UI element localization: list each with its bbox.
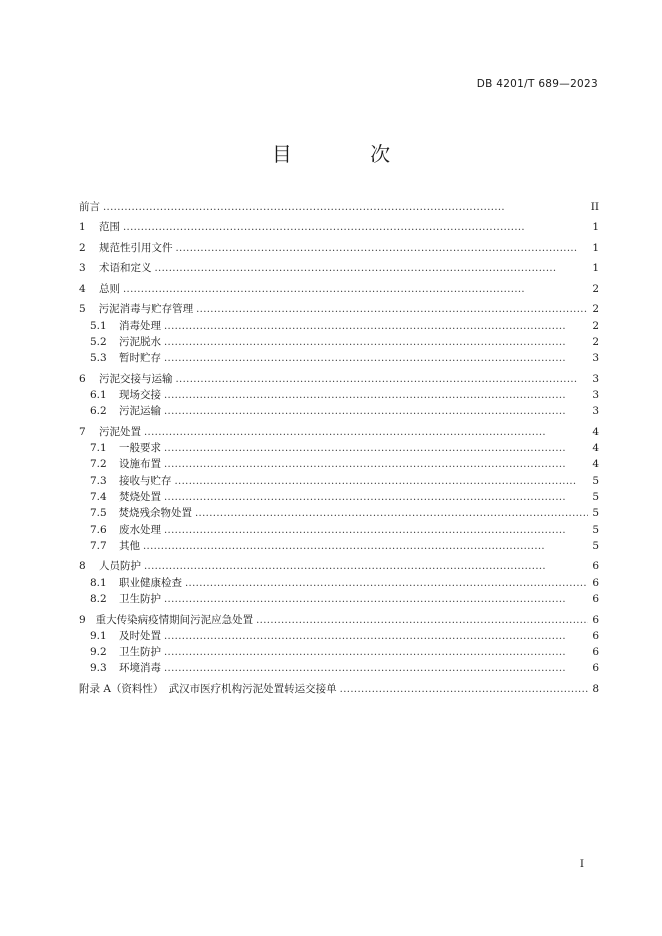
toc-entry-page: 1 <box>592 262 599 275</box>
toc-entry-number: 5.3 <box>90 352 107 365</box>
toc-entry-page: 5 <box>592 474 599 487</box>
toc-entry-page: II <box>590 201 599 213</box>
toc-entry-label: 及时处置 <box>119 629 161 642</box>
toc-entry[interactable] <box>79 660 599 676</box>
toc-entry-number: 6.2 <box>90 405 107 418</box>
table-of-contents <box>79 199 599 697</box>
toc-entry-page: 4 <box>592 425 599 438</box>
toc-entry-label: 污泥消毒与贮存管理 <box>98 303 194 316</box>
toc-entry[interactable] <box>79 440 599 456</box>
toc-entry[interactable] <box>79 456 599 472</box>
toc-entry-page: 1 <box>592 221 599 234</box>
dot-leader <box>103 200 588 216</box>
toc-entry-label: 消毒处理 <box>119 319 161 332</box>
toc-entry-label: 污泥运输 <box>119 405 161 418</box>
dot-leader <box>175 474 589 490</box>
toc-entry-number: 2 <box>79 241 86 254</box>
dot-leader <box>123 282 588 298</box>
toc-entry-number: 4 <box>79 282 86 295</box>
toc-entry-label: 附录 A（资料性） 武汉市医疗机构污泥处置转运交接单 <box>79 682 337 695</box>
toc-entry-page: 6 <box>592 662 599 675</box>
toc-entry-number: 7.5 <box>90 507 107 520</box>
toc-entry-label: 一般要求 <box>119 442 161 455</box>
toc-entry-page: 3 <box>592 389 599 402</box>
dot-leader <box>164 661 588 677</box>
toc-entry[interactable] <box>79 591 599 607</box>
toc-entry[interactable] <box>79 473 599 489</box>
toc-entry-number: 6.1 <box>90 389 107 402</box>
toc-entry-label: 污泥交接与运输 <box>99 372 173 385</box>
toc-entry[interactable] <box>79 301 599 317</box>
toc-entry[interactable] <box>79 538 599 554</box>
toc-entry[interactable] <box>79 505 599 521</box>
dot-leader <box>164 404 588 420</box>
toc-entry-page: 5 <box>592 491 599 504</box>
dot-leader <box>164 319 588 335</box>
dot-leader <box>164 645 588 661</box>
toc-entry-page: 5 <box>592 539 599 552</box>
toc-entry[interactable] <box>79 612 599 628</box>
dot-leader <box>176 241 589 257</box>
dot-leader <box>196 302 588 318</box>
toc-entry-label: 污泥处置 <box>99 425 141 438</box>
toc-entry-number: 7.1 <box>90 442 107 455</box>
dot-leader <box>164 441 588 457</box>
toc-entry-number: 9.2 <box>90 646 107 659</box>
toc-entry-number: 5 <box>79 303 86 316</box>
toc-entry-number: 5.1 <box>90 319 107 332</box>
toc-entry-number: 8.2 <box>90 593 107 606</box>
toc-entry-number: 7.6 <box>90 523 107 536</box>
dot-leader <box>164 490 588 506</box>
toc-entry-page: 1 <box>592 241 599 254</box>
dot-leader <box>164 388 588 404</box>
toc-entry-number: 5.2 <box>90 336 107 349</box>
dot-leader <box>176 372 589 388</box>
toc-entry[interactable] <box>79 260 599 276</box>
dot-leader <box>164 351 588 367</box>
toc-entry-number: 7.7 <box>90 539 107 552</box>
toc-entry-label: 接收与贮存 <box>119 474 172 487</box>
toc-entry-label: 环境消毒 <box>119 662 161 675</box>
toc-entry-page: 6 <box>592 613 599 626</box>
toc-entry-number: 7.4 <box>90 491 107 504</box>
toc-entry[interactable] <box>79 681 599 697</box>
toc-entry[interactable] <box>79 334 599 350</box>
dot-leader <box>164 335 588 351</box>
dot-leader <box>340 682 588 698</box>
toc-entry[interactable] <box>79 558 599 574</box>
toc-entry-number: 9.1 <box>90 629 107 642</box>
toc-entry-number: 8 <box>79 560 86 573</box>
toc-entry-label: 卫生防护 <box>119 593 161 606</box>
toc-entry-page: 4 <box>592 458 599 471</box>
toc-entry-label: 卫生防护 <box>119 646 161 659</box>
toc-entry-label: 总则 <box>99 282 120 295</box>
toc-entry-label: 规范性引用文件 <box>99 241 173 254</box>
toc-entry-label: 设施布置 <box>119 458 161 471</box>
toc-entry[interactable] <box>79 219 599 235</box>
toc-entry[interactable] <box>79 199 599 215</box>
toc-entry-number: 9.3 <box>90 662 107 675</box>
toc-entry-page: 6 <box>592 593 599 606</box>
toc-entry-page: 5 <box>592 507 599 520</box>
toc-entry[interactable] <box>79 489 599 505</box>
toc-entry[interactable] <box>79 522 599 538</box>
toc-entry-page: 6 <box>592 646 599 659</box>
dot-leader <box>144 559 588 575</box>
toc-entry-page: 6 <box>592 576 599 589</box>
toc-entry-page: 8 <box>592 682 599 695</box>
toc-entry-page: 4 <box>592 442 599 455</box>
toc-entry-number: 9 <box>79 613 86 626</box>
dot-leader <box>195 506 588 522</box>
toc-entry-number: 3 <box>79 262 86 275</box>
toc-entry[interactable] <box>79 281 599 297</box>
toc-entry[interactable] <box>79 424 599 440</box>
toc-entry-label: 废水处理 <box>119 523 161 536</box>
toc-entry-page: 2 <box>592 336 599 349</box>
toc-entry-number: 8.1 <box>90 576 107 589</box>
toc-entry-page: 6 <box>592 629 599 642</box>
page-number: I <box>579 858 584 870</box>
dot-leader <box>164 457 588 473</box>
toc-entry-label: 焚烧处置 <box>119 491 161 504</box>
toc-entry-label: 重大传染病疫情期间污泥应急处置 <box>95 613 254 626</box>
toc-entry-page: 2 <box>592 319 599 332</box>
toc-entry[interactable] <box>79 371 599 387</box>
toc-entry-number: 7 <box>79 425 86 438</box>
dot-leader <box>144 425 588 441</box>
document-id: DB 4201/T 689—2023 <box>476 78 598 90</box>
dot-leader <box>143 539 588 555</box>
toc-entry-number: 7.3 <box>90 474 107 487</box>
toc-entry-page: 2 <box>592 282 599 295</box>
toc-entry-page: 6 <box>592 560 599 573</box>
toc-entry[interactable] <box>79 318 599 334</box>
toc-entry[interactable] <box>79 644 599 660</box>
toc-entry-number: 7.2 <box>90 458 107 471</box>
dot-leader <box>123 220 588 236</box>
dot-leader <box>164 523 588 539</box>
toc-entry-page: 3 <box>592 405 599 418</box>
toc-entry-page: 2 <box>592 303 599 316</box>
toc-entry-number: 6 <box>79 372 86 385</box>
toc-entry-page: 3 <box>592 352 599 365</box>
dot-leader <box>256 613 588 629</box>
toc-title: 目 次 <box>271 142 427 166</box>
toc-entry-page: 5 <box>592 523 599 536</box>
toc-entry-label: 其他 <box>119 539 140 552</box>
toc-entry[interactable] <box>79 387 599 403</box>
toc-entry[interactable] <box>79 628 599 644</box>
toc-entry-label: 现场交接 <box>119 389 161 402</box>
toc-entry[interactable] <box>79 350 599 366</box>
dot-leader <box>155 261 589 277</box>
toc-entry-label: 污泥脱水 <box>119 336 161 349</box>
toc-entry[interactable] <box>79 240 599 256</box>
toc-entry-label: 前言 <box>79 201 100 213</box>
dot-leader <box>185 576 588 592</box>
toc-entry-number: 1 <box>79 221 86 234</box>
toc-entry[interactable] <box>79 403 599 419</box>
toc-entry-label: 范围 <box>99 221 120 234</box>
toc-entry-label: 人员防护 <box>99 560 141 573</box>
toc-entry-label: 术语和定义 <box>99 262 152 275</box>
dot-leader <box>164 592 588 608</box>
toc-entry-label: 焚烧残余物处置 <box>118 507 192 520</box>
dot-leader <box>164 629 588 645</box>
toc-entry-page: 3 <box>592 372 599 385</box>
toc-entry-label: 职业健康检查 <box>119 576 182 589</box>
toc-entry-label: 暂时贮存 <box>119 352 161 365</box>
toc-entry[interactable] <box>79 575 599 591</box>
